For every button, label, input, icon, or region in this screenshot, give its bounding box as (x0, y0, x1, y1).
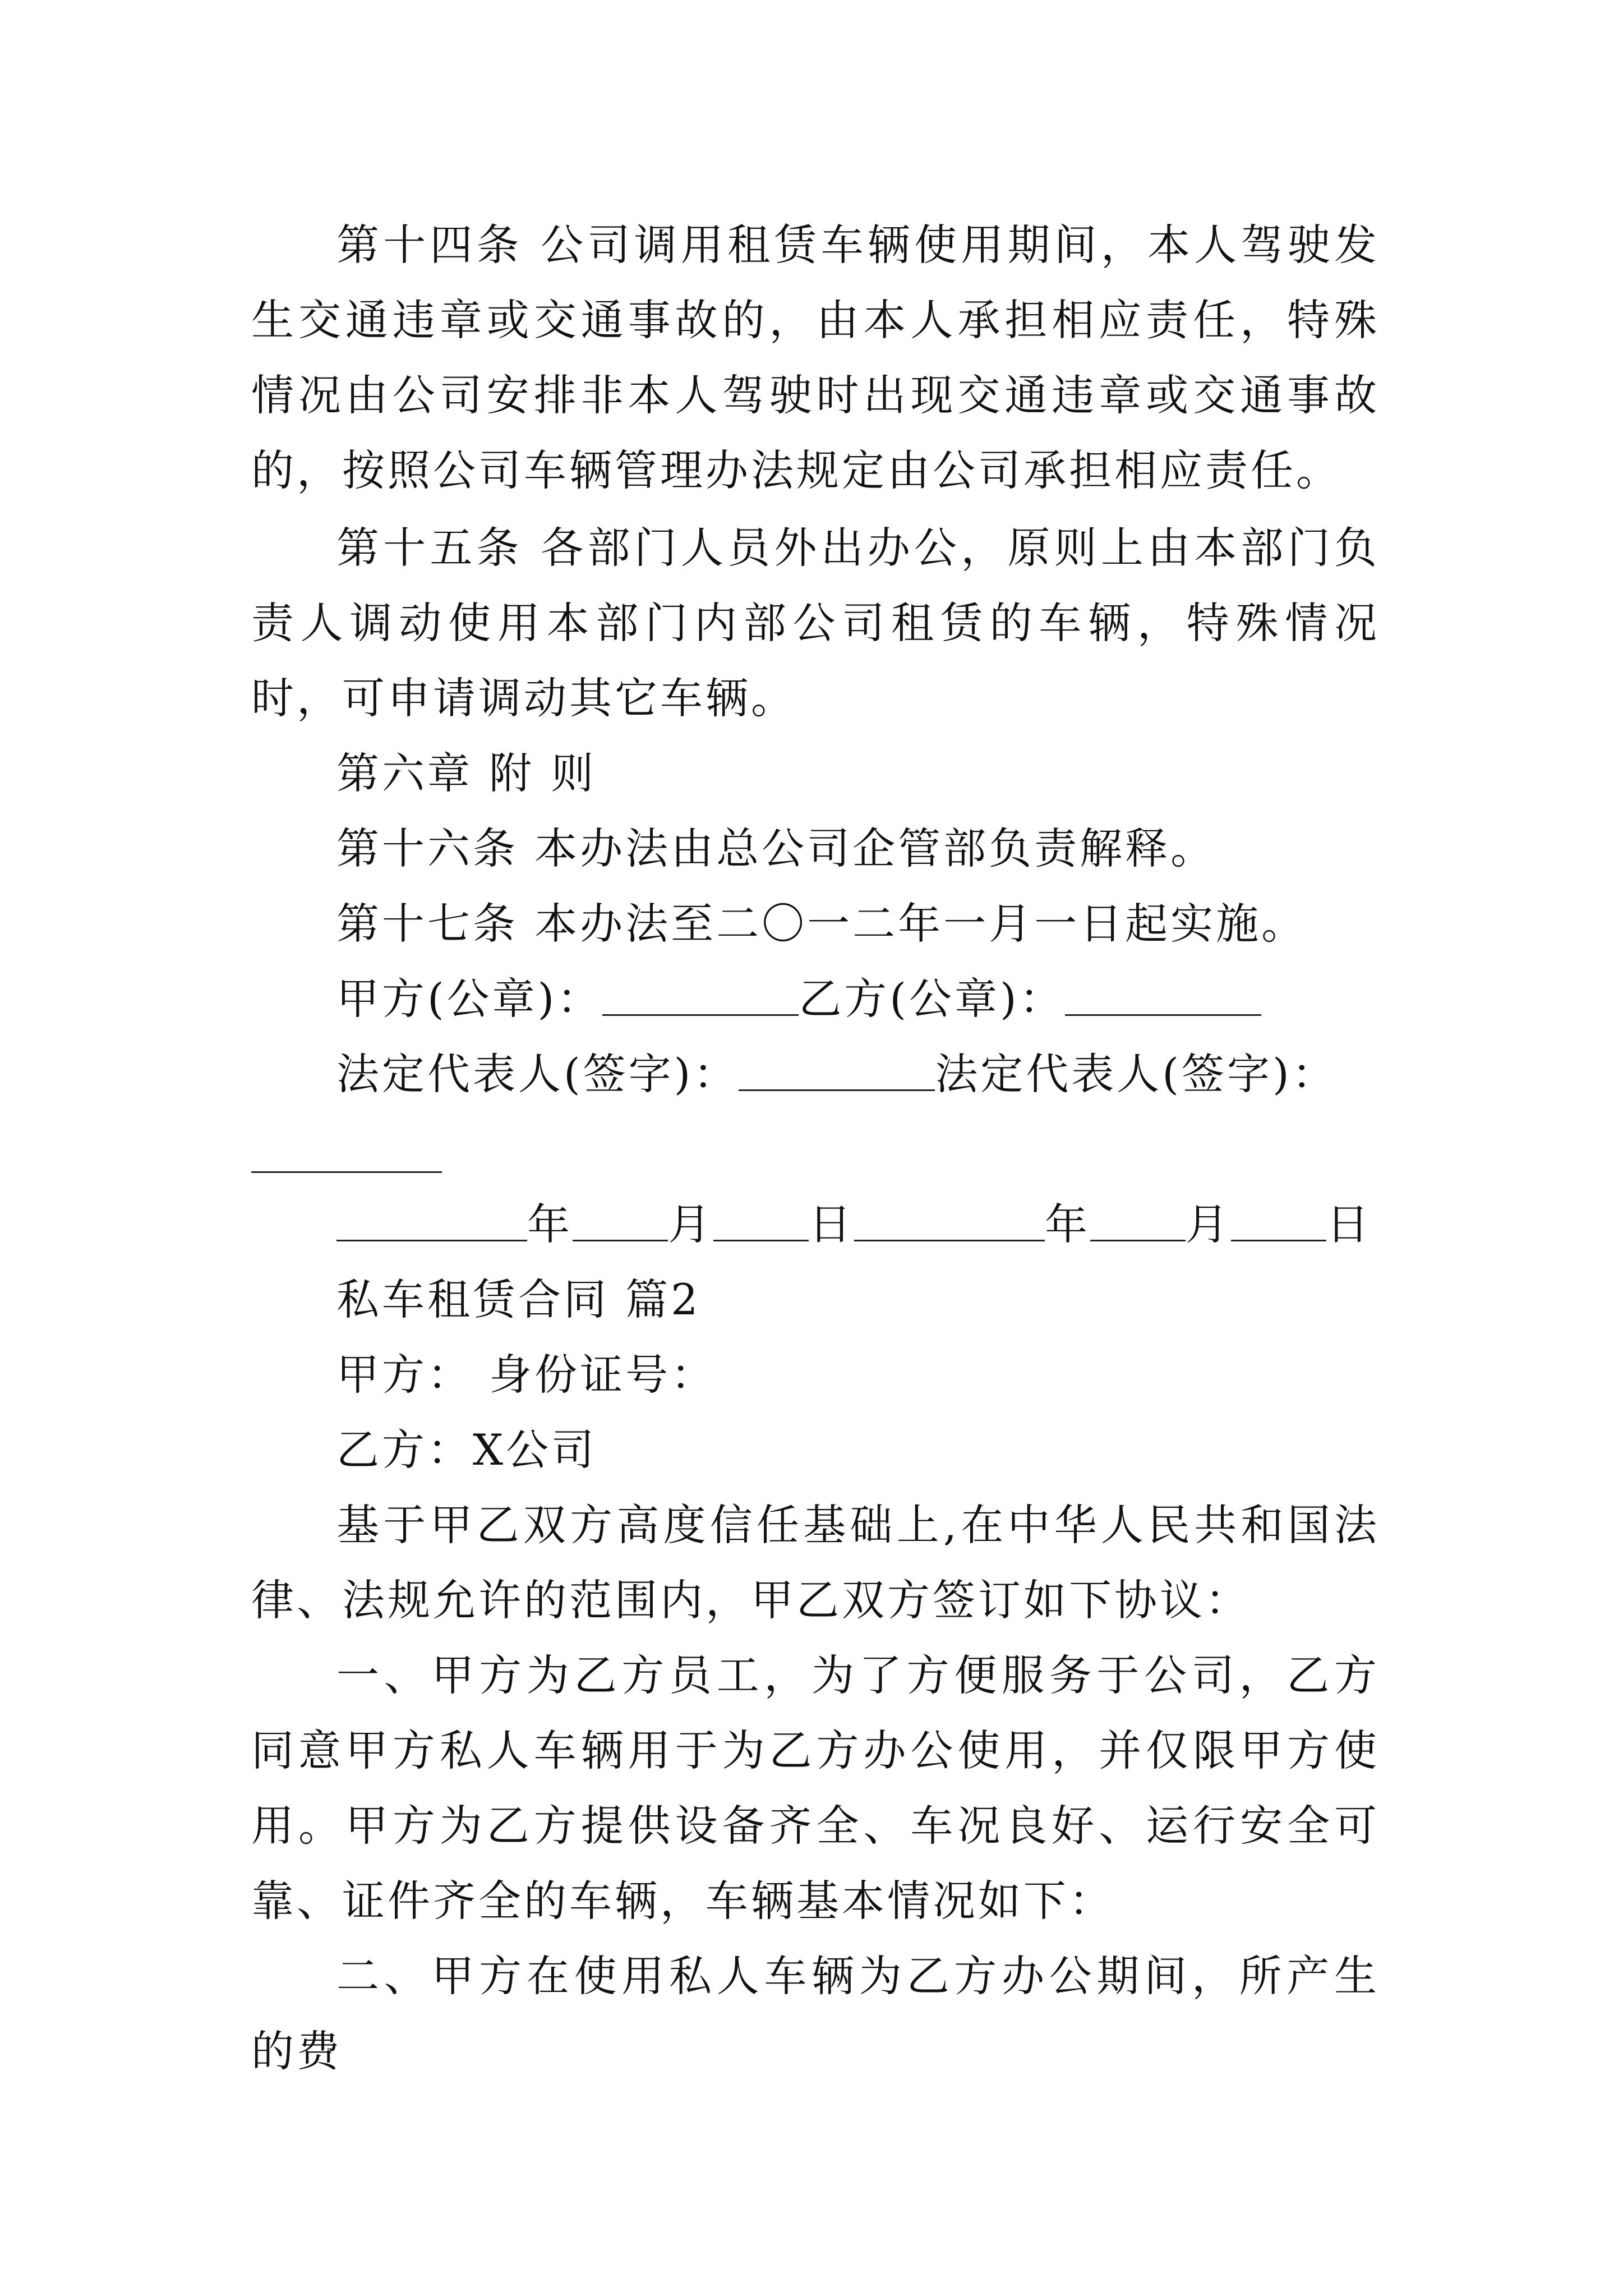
day-blank-a (713, 1200, 809, 1241)
contract-2-title: 私车租赁合同 篇2 (336, 1274, 701, 1324)
year-blank-a (336, 1200, 527, 1241)
signature-continuation-blank (251, 1171, 442, 1173)
contract-intro: 基于甲乙双方高度信任基础上,在中华人民共和国法律、法规允许的范围内，甲乙双方签订如下协议： (251, 1500, 1380, 1625)
party-b-rep-label: 法定代表人(签字)： (935, 1049, 1338, 1099)
clause-1: 一、甲方为乙方员工，为了方便服务于公司，乙方同意甲方私人车辆用于为乙方办公使用，并仅限甲方使用。甲方为乙方提供设备齐全、车况良好、运行安全可靠、证件齐全的车辆，车辆基本情况如下： (251, 1650, 1380, 1926)
year-label-b: 年 (1045, 1199, 1090, 1249)
month-blank-b (1090, 1200, 1186, 1241)
chapter-6-heading: 第六章 附 则 (336, 748, 597, 798)
month-label-b: 月 (1186, 1199, 1231, 1249)
party-a-seal-blank (602, 975, 799, 1016)
year-label-a: 年 (527, 1199, 573, 1249)
party-a-seal-label: 甲方(公章)： (336, 974, 603, 1024)
party-a-rep-label: 法定代表人(签字)： (336, 1049, 739, 1099)
month-blank-a (573, 1200, 668, 1241)
article-14: 第十四条 公司调用租赁车辆使用期间，本人驾驶发生交通违章或交通事故的，由本人承担相应责任，特殊情况由公司安排非本人驾驶时出现交通违章或交通事故的，按照公司车辆管理办法规定由公司承担相应责任。 (251, 220, 1380, 495)
article-16: 第十六条 本办法由总公司企管部负责解释。 (336, 823, 1216, 873)
party-b-seal-label: 乙方(公章)： (799, 974, 1065, 1024)
day-label-a: 日 (809, 1199, 854, 1249)
party-a-rep-blank (739, 1050, 935, 1091)
article-15: 第十五条 各部门人员外出办公，原则上由本部门负责人调动使用本部门内部公司租赁的车辆，特殊情况时，可申请调动其它车辆。 (251, 523, 1380, 723)
party-a-id-line: 甲方： 身份证号： (336, 1350, 717, 1400)
date-line (336, 1187, 1380, 1262)
party-b-seal-blank (1065, 975, 1261, 1016)
party-b-line: 乙方：X公司 (336, 1425, 597, 1475)
seal-signature-line (336, 961, 1380, 1037)
day-label-b: 日 (1326, 1199, 1372, 1249)
year-blank-b (854, 1200, 1045, 1241)
month-label-a: 月 (668, 1199, 713, 1249)
day-blank-b (1231, 1200, 1326, 1241)
article-17: 第十七条 本办法至二〇一二年一月一日起实施。 (336, 899, 1307, 949)
clause-2: 二、甲方在使用私人车辆为乙方办公期间，所产生的费 (251, 1951, 1380, 2076)
representative-signature-line (336, 1037, 1380, 1112)
